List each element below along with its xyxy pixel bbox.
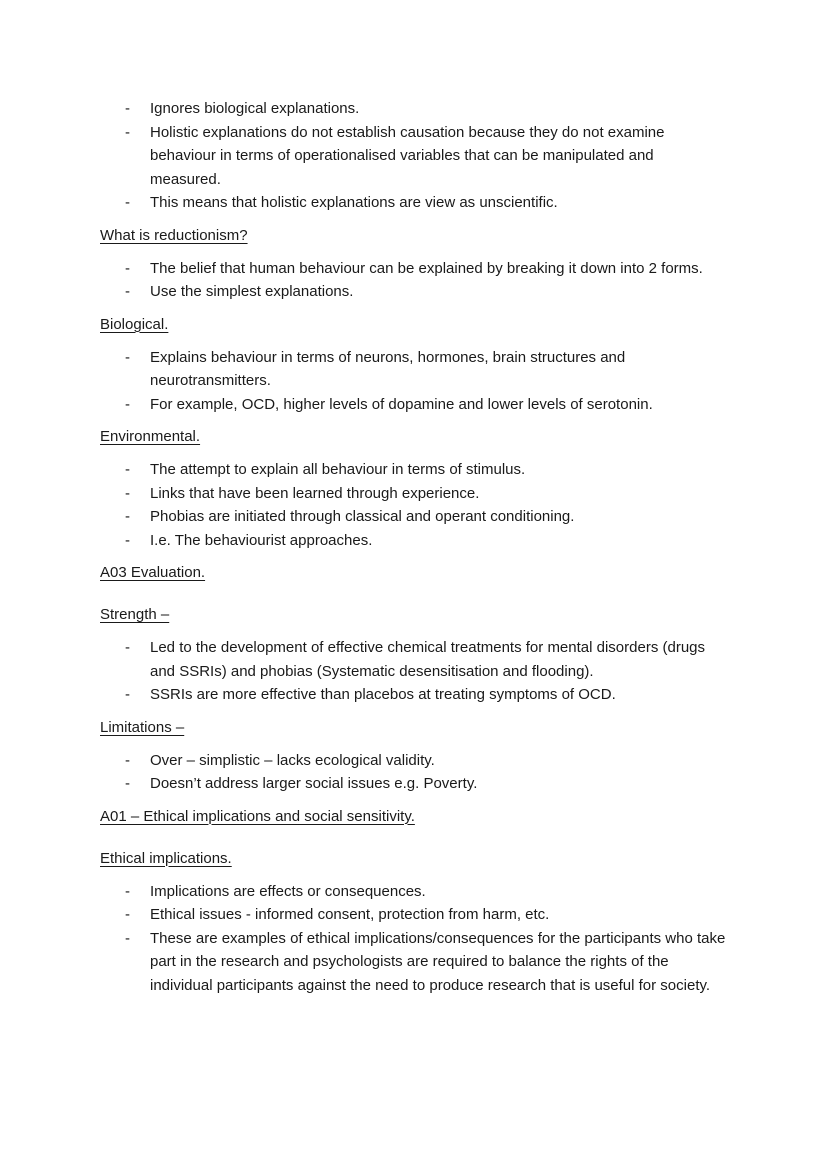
dash-bullet: - [125, 508, 130, 525]
bullet-list [0, 257, 828, 304]
dash-bullet: - [125, 100, 130, 117]
list-item [0, 458, 828, 482]
dash-bullet: - [125, 906, 130, 923]
section-heading: What is reductionism? [100, 226, 248, 244]
list-item-text: These are examples of ethical implications/consequences for the participants who take part in the research and psychologists are required to balance the rights of the individual participants against the need to produce research that is useful for society. [150, 929, 726, 994]
list-item [0, 903, 828, 927]
list-item-text: Led to the development of effective chemical treatments for mental disorders (drugs and SSRIs) and phobias (Systematic desensitisation and flooding). [150, 639, 706, 680]
section-heading: Environmental. [100, 428, 201, 445]
dash-bullet: - [125, 882, 130, 900]
dash-bullet: - [125, 686, 130, 703]
bullet-list [0, 636, 828, 707]
section-heading: Limitations – [100, 718, 185, 736]
list-item-text: Holistic explanations do not establish causation because they do not examine behaviour in terms of operationalised variables that can be manipulated and measured. [150, 123, 665, 188]
list-item-text: I.e. The behaviourist approaches. [150, 531, 373, 549]
list-item [0, 683, 828, 707]
bullet-list [0, 346, 828, 417]
list-item [0, 121, 828, 192]
list-item-text: Over – simplistic – lacks ecological validity. [150, 751, 435, 769]
list-item [0, 505, 828, 529]
section-heading: Strength – [100, 606, 170, 623]
dash-bullet: - [125, 123, 130, 141]
list-item [0, 280, 828, 304]
list-item-text: Ethical issues - informed consent, protection from harm, etc. [150, 906, 550, 923]
list-item-text: Doesn’t address larger social issues e.g. Poverty. [150, 775, 478, 792]
list-item [0, 880, 828, 904]
list-item [0, 257, 828, 281]
list-item-text: Phobias are initiated through classical and operant conditioning. [150, 508, 575, 525]
bullet-list [0, 880, 828, 998]
dash-bullet: - [125, 775, 130, 792]
list-item-text: For example, OCD, higher levels of dopamine and lower levels of serotonin. [150, 395, 653, 413]
list-item-text: Use the simplest explanations. [150, 283, 354, 300]
list-item-text: This means that holistic explanations are view as unscientific. [150, 194, 558, 211]
list-item [0, 636, 828, 683]
list-item [0, 772, 828, 796]
dash-bullet: - [125, 484, 130, 502]
dash-bullet: - [125, 283, 130, 300]
bullet-list [0, 458, 828, 552]
section-heading: A03 Evaluation. [100, 564, 206, 581]
document-page [0, 97, 828, 1008]
bullet-list [0, 97, 828, 215]
dash-bullet: - [125, 751, 130, 769]
list-item [0, 393, 828, 417]
bullet-list [0, 749, 828, 796]
list-item [0, 97, 828, 121]
dash-bullet: - [125, 348, 130, 366]
list-item-text: Implications are effects or consequences. [150, 882, 426, 900]
dash-bullet: - [125, 461, 130, 478]
list-item [0, 529, 828, 553]
dash-bullet: - [125, 259, 130, 277]
dash-bullet: - [125, 639, 130, 656]
dash-bullet: - [125, 395, 130, 413]
list-item-text: Links that have been learned through experience. [150, 484, 480, 502]
list-item [0, 346, 828, 393]
list-item [0, 749, 828, 773]
list-item-text: The attempt to explain all behaviour in terms of stimulus. [150, 461, 526, 478]
section-heading: Biological. [100, 315, 169, 333]
dash-bullet: - [125, 531, 130, 549]
section-heading: A01 – Ethical implications and social sensitivity. [100, 807, 415, 825]
section-heading: Ethical implications. [100, 849, 232, 867]
list-item [0, 927, 828, 998]
list-item-text: SSRIs are more effective than placebos at treating symptoms of OCD. [150, 686, 616, 703]
list-item-text: Explains behaviour in terms of neurons, hormones, brain structures and neurotransmitters. [150, 348, 626, 389]
list-item-text: Ignores biological explanations. [150, 100, 360, 117]
list-item [0, 482, 828, 506]
list-item-text: The belief that human behaviour can be explained by breaking it down into 2 forms. [150, 259, 703, 277]
dash-bullet: - [125, 194, 130, 211]
dash-bullet: - [125, 929, 130, 947]
list-item [0, 191, 828, 215]
